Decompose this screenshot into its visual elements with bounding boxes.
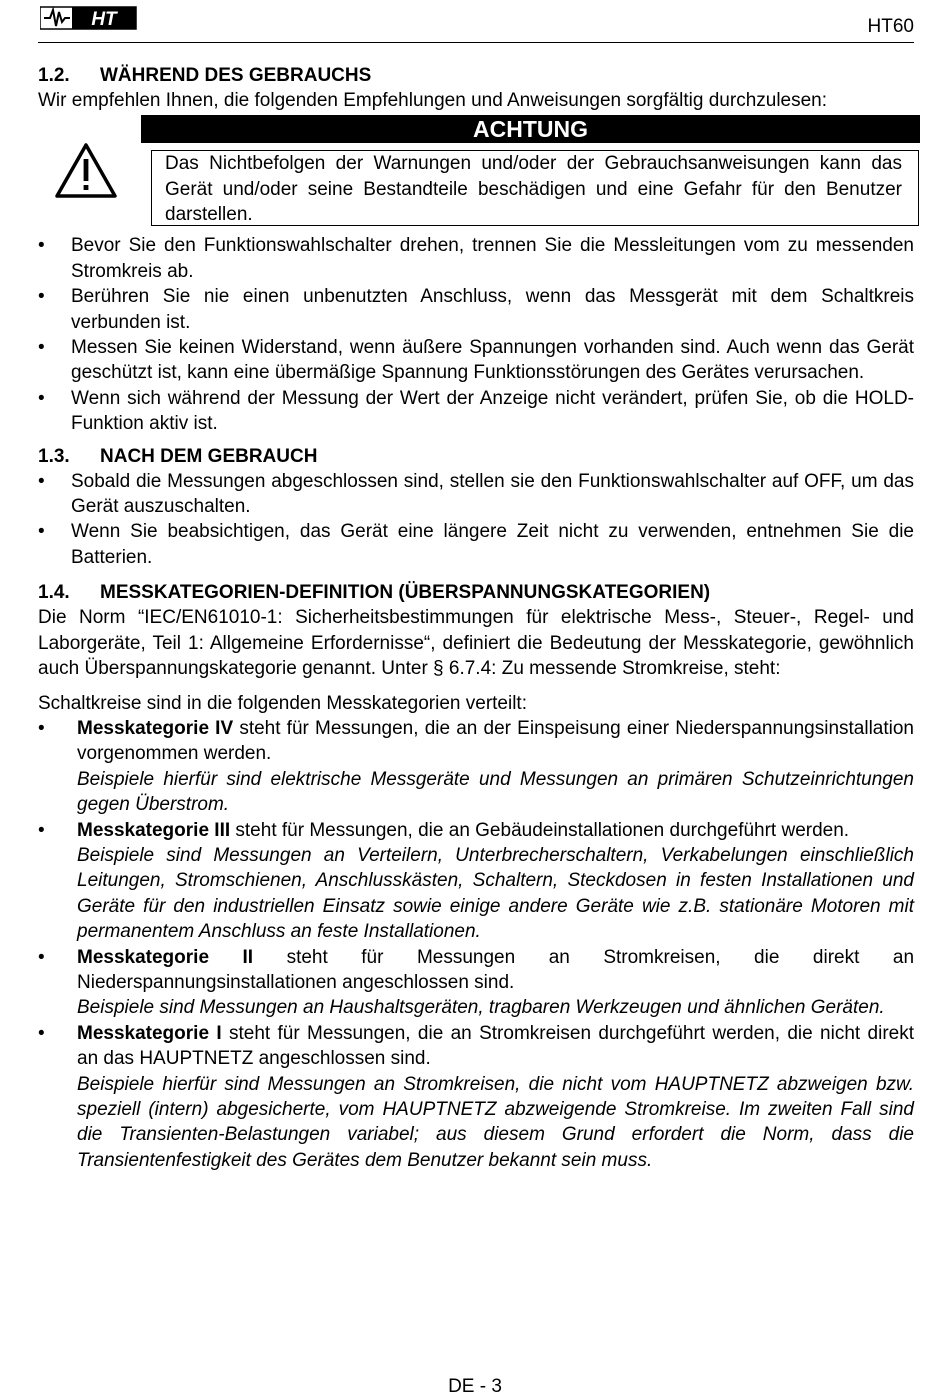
category-example: Beispiele hierfür sind elektrische Messgeräte und Messungen an primären Schutzeinrichtungen gegen Überstrom. xyxy=(77,768,914,816)
list-item: • Wenn sich während der Messung der Wert der Anzeige nicht verändert, prüfen Sie, ob die HOLD-Funktion aktiv ist. xyxy=(38,387,914,435)
category-item-iii: • Messkategorie III steht für Messungen, die an Gebäudeinstallationen durchgeführt werden. Beispiele sind Messungen an Verteilern, Unterbrecherschaltern, Verkabelungen einschließlich Leitungen, Stromschienen, Anschlusskästen, Schaltern, Steckdosen in festen Installationen und Geräte für den industriellen Einsatz sowie einige andere Geräte wie z.B. stationäre Motoren mit permanentem Anschluss an feste Installationen. xyxy=(38,818,914,945)
category-example: Beispiele sind Messungen an Haushaltsgeräten, tragbaren Werkzeugen und ähnlichen Geräten. xyxy=(77,997,885,1019)
ht-logo xyxy=(40,6,138,30)
list-item: • Berühren Sie nie einen unbenutzten Anschluss, wenn das Messgerät mit dem Schaltkreis verbunden ist. xyxy=(38,286,914,333)
section-intro-1-4: Die Norm “IEC/EN61010-1: Sicherheitsbestimmungen für elektrische Mess-, Steuer-, Regel- und Laborgeräte, Teil 1: Allgemeine Erfordernisse“, definiert die Bedeutung der Messkategorie, gewöhnlich auch Überspannungskategorie genannt. Unter § 6.7.4: Zu messende Stromkreise, steht: xyxy=(38,607,914,680)
usage-bullet-list xyxy=(38,233,914,436)
bullet-dot-icon: • xyxy=(38,387,45,409)
category-item-i: • Messkategorie I steht für Messungen, die an Stromkreisen durchgeführt werden, die nicht direkt an das HAUPTNETZ angeschlossen sind. Beispiele hierfür sind Messungen an Stromkreisen, die nicht vom HAUPTNETZ abzweigen bzw. speziell (intern) abgesicherte, vom HAUPTNETZ abzweigende Stromkreise. Im zweiten Fall sind die Transienten-Belastungen variabel; aus diesem Grund erfordert die Norm, dass die Transientenfestigkeit des Gerätes dem Benutzer bekannt sein muss. xyxy=(38,1021,914,1173)
categories-lead: Schaltkreise sind in die folgenden Messkategorien verteilt: xyxy=(38,692,527,714)
svg-text:HT: HT xyxy=(91,9,117,30)
category-example: Beispiele hierfür sind Messungen an Stromkreisen, die nicht vom HAUPTNETZ abzweigen bzw. speziell (intern) abgesicherte, vom HAUPTNETZ abzweigende Stromkreise. Im zweiten Fall sind die Transienten-Belastungen variabel; aus diesem Grund erfordert die Norm, dass die Transientenfestigkeit des Gerätes dem Benutzer bekannt sein muss. xyxy=(77,1073,914,1171)
after-use-bullet-list xyxy=(38,469,914,571)
bullet-dot-icon: • xyxy=(38,337,45,359)
section-intro-1-2: Wir empfehlen Ihnen, die folgenden Empfehlungen und Anweisungen sorgfältig durchzulesen: xyxy=(38,90,828,111)
bullet-dot-icon: • xyxy=(38,521,45,543)
list-item: • Sobald die Messungen abgeschlossen sind, stellen sie den Funktionswahlschalter auf OFF, um das Gerät auszuschalten. xyxy=(38,470,914,518)
bullet-dot-icon: • xyxy=(38,717,45,739)
section-title-1-3: 1.3. NACH DEM GEBRAUCH xyxy=(38,445,318,467)
warning-title: ACHTUNG xyxy=(141,115,920,143)
list-item: • Wenn Sie beabsichtigen, das Gerät eine längere Zeit nicht zu verwenden, entnehmen Sie die Batterien. xyxy=(38,521,914,568)
section-title-1-4: 1.4. MESSKATEGORIEN-DEFINITION (ÜBERSPANNUNGSKATEGORIEN) xyxy=(38,582,711,604)
bullet-dot-icon: • xyxy=(38,235,45,257)
bullet-dot-icon: • xyxy=(38,286,45,308)
list-item: • Bevor Sie den Funktionswahlschalter drehen, trennen Sie die Messleitungen vom zu messenden Stromkreis ab. xyxy=(38,235,914,282)
page-header xyxy=(38,0,914,43)
bullet-dot-icon: • xyxy=(38,470,45,492)
warning-triangle-icon xyxy=(54,141,118,199)
page xyxy=(38,0,914,1173)
category-item-ii: • Messkategorie II steht für Messungen an Stromkreisen, die direkt an Niederspannungsinstallationen angeschlossen sind. Beispiele sind Messungen an Haushaltsgeräten, tragbaren Werkzeugen und ähnlichen Geräten. xyxy=(38,945,914,1021)
category-list xyxy=(38,716,914,1173)
bullet-dot-icon: • xyxy=(38,819,45,841)
list-item: • Messen Sie keinen Widerstand, wenn äußere Spannungen vorhanden sind. Auch wenn das Gerät geschützt ist, kann eine übermäßige Spannung Funktionsstörungen des Gerätes verursachen. xyxy=(38,337,914,384)
warning-box xyxy=(38,115,914,227)
section-title-1-2: 1.2. WÄHREND DES GEBRAUCHS xyxy=(38,65,372,86)
category-item-iv: • Messkategorie IV steht für Messungen, die an der Einspeisung einer Niederspannungsinstallation vorgenommen werden. Beispiele hierfür sind elektrische Messgeräte und Messungen an primären Schutzeinrichtungen gegen Überstrom. xyxy=(38,716,914,818)
page-number: DE - 3 xyxy=(448,1376,502,1397)
warning-text: Das Nichtbefolgen der Warnungen und/oder der Gebrauchsanweisungen kann das Gerät und/oder seine Bestandteile beschädigen und eine Gefahr für den Benutzer darstellen. xyxy=(151,150,919,226)
bullet-dot-icon: • xyxy=(38,1022,45,1044)
bullet-dot-icon: • xyxy=(38,946,45,968)
model-name: HT60 xyxy=(867,16,914,37)
category-example: Beispiele sind Messungen an Verteilern, Unterbrecherschaltern, Verkabelungen einschließlich Leitungen, Stromschienen, Anschlusskästen, Schaltern, Steckdosen in festen Installationen und Geräte für den industriellen Einsatz sowie einige andere Geräte wie z.B. stationäre Motoren mit permanentem Anschluss an feste Installationen. xyxy=(77,844,914,943)
